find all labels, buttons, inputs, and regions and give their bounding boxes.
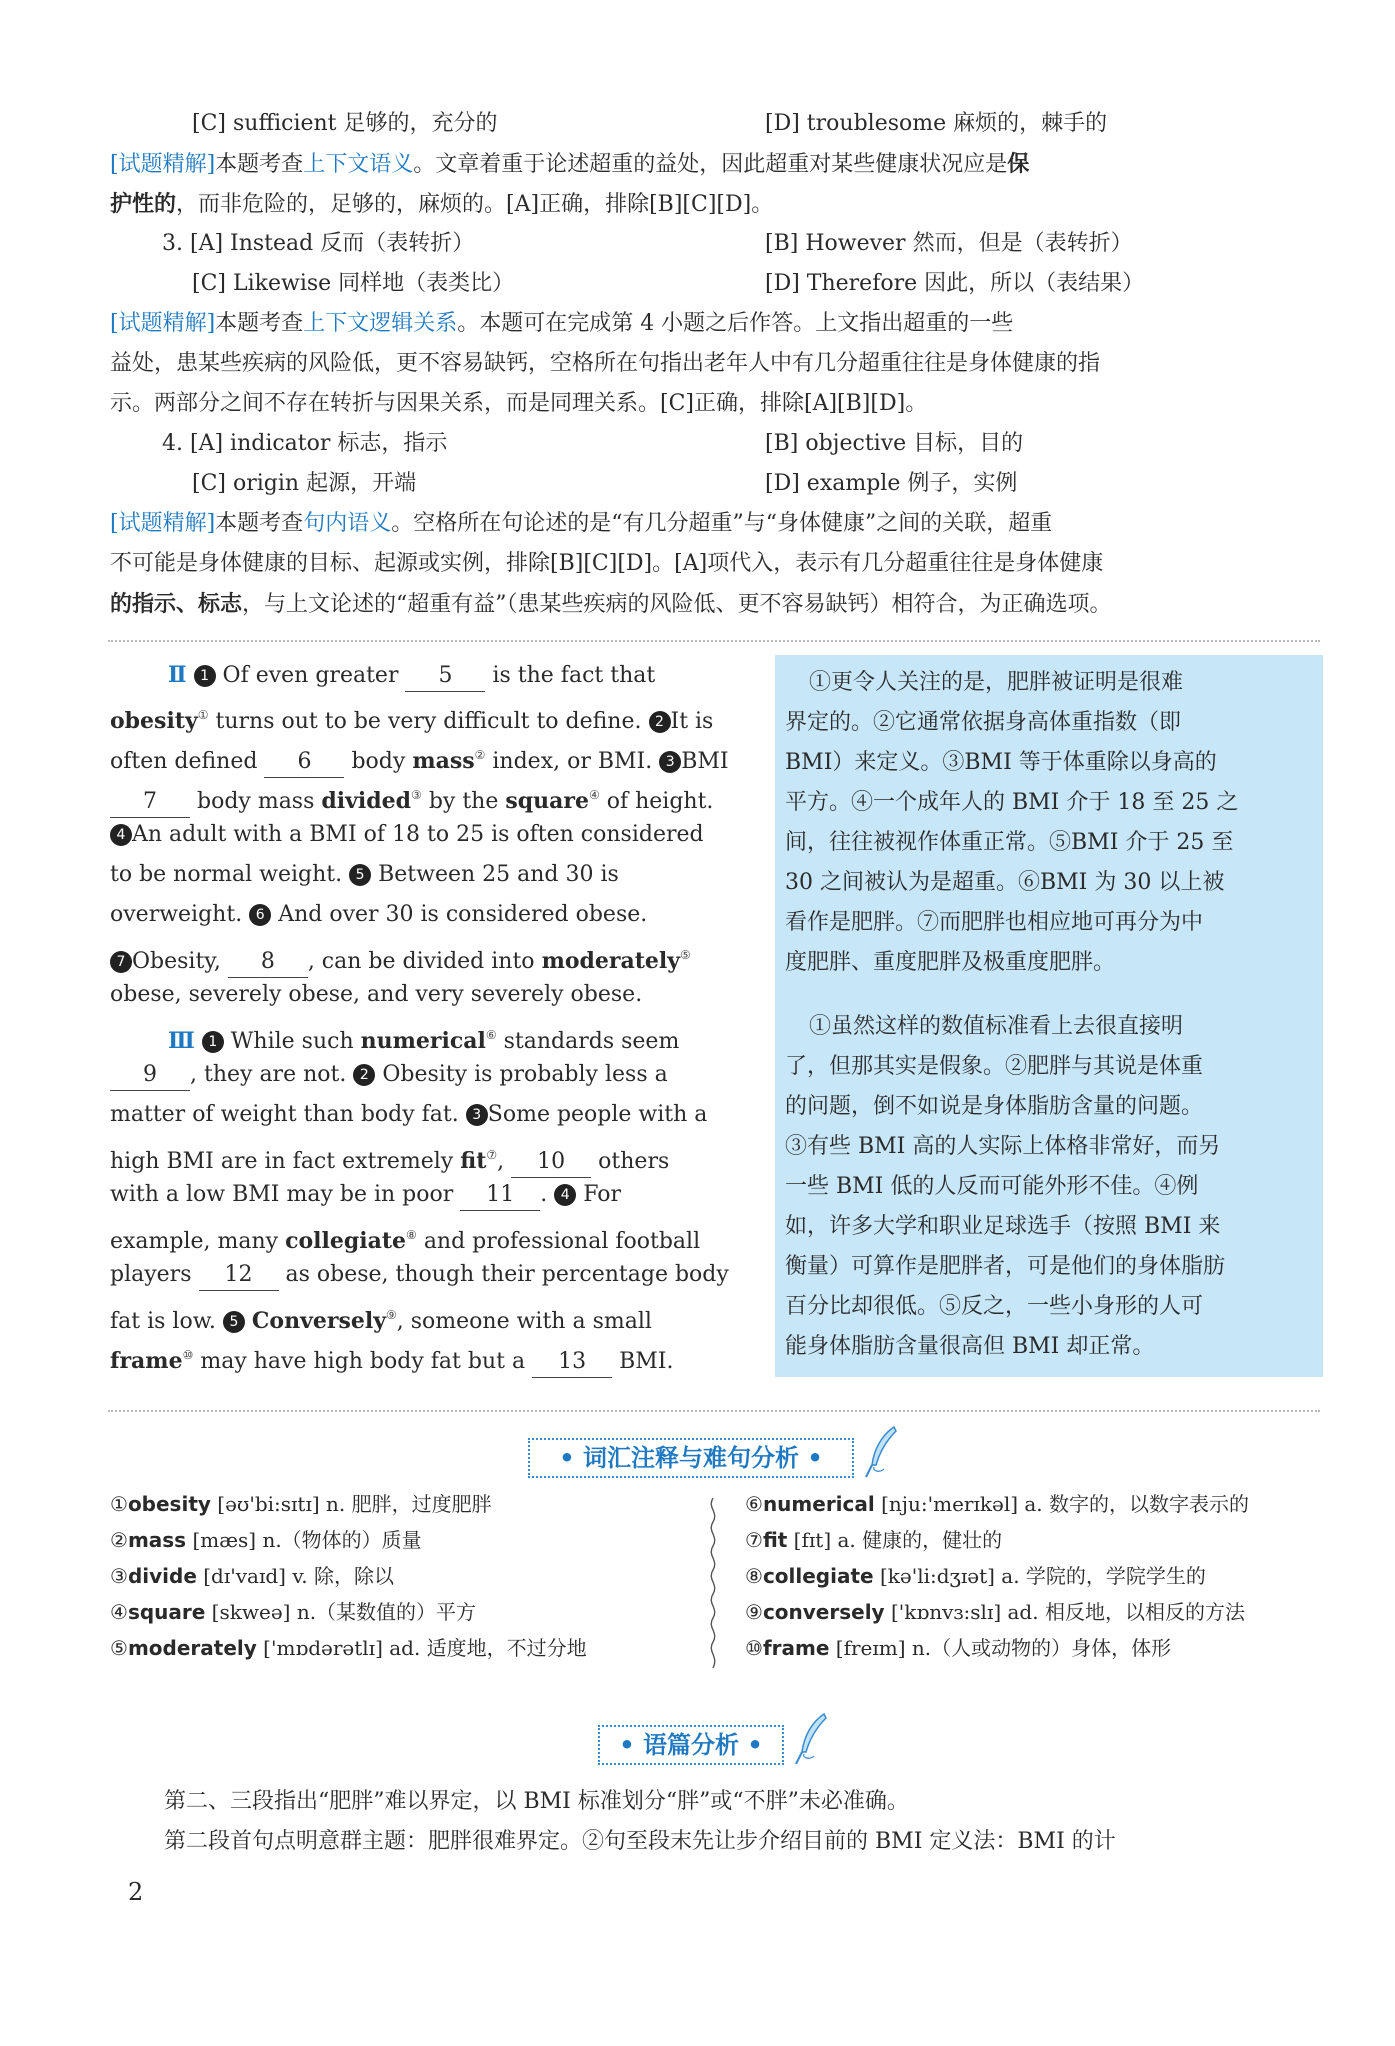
blank-10: 10 xyxy=(511,1147,591,1178)
discourse-line2: 第二段首句点明意群主题：肥胖很难界定。②句至段末先让步介绍目前的 BMI 定义法：BMI 的计 xyxy=(164,1829,1116,1854)
translation-line: 如，许多大学和职业足球选手（按照 BMI 来 xyxy=(785,1214,1221,1239)
passage-line: to be normal weight. 5 Between 25 and 30 is xyxy=(110,862,619,887)
blank-12: 12 xyxy=(199,1260,279,1291)
translation-line: 度肥胖、重度肥胖及极重度肥胖。 xyxy=(785,950,1116,975)
q4-explanation-line2: 不可能是身体健康的目标、起源或实例，排除[B][C][D]。[A]项代入，表示有几分超重往往是身体健康 xyxy=(110,551,1104,576)
passage-line: obesity① turns out to be very difficult to define. 2 It is xyxy=(110,708,714,734)
blank-9: 9 xyxy=(110,1060,190,1091)
q2-explanation-line2: 护性的，而非危险的，足够的，麻烦的。[A]正确，排除[B][C][D]。 xyxy=(110,191,774,217)
q4-option-b: [B] objective 目标，目的 xyxy=(765,431,1024,456)
passage-line: often defined 6 body mass② index, or BMI. 3 BMI xyxy=(110,735,750,782)
passage-line: Ⅲ 1 While such numerical⑥ standards seem xyxy=(168,1028,680,1054)
column-divider-squiggle xyxy=(705,1498,721,1668)
vocab-section-title: • 词汇注释与难句分析 • xyxy=(528,1438,854,1478)
q3-option-c: [C] Likewise 同样地（表类比） xyxy=(192,271,515,296)
q4-explanation-line1: [试题精解]本题考查句内语义。空格所在句论述的是“有几分超重”与“身体健康”之间的关联，超重 xyxy=(110,511,1053,536)
passage-line: example, many collegiate⑧ and professional football xyxy=(110,1228,701,1254)
translation-line: 衡量）可算作是肥胖者，可是他们的身体脂肪 xyxy=(785,1254,1226,1279)
q3-explanation-line1: [试题精解]本题考查上下文逻辑关系。本题可在完成第 4 小题之后作答。上文指出超重的一些 xyxy=(110,311,1014,336)
key-concept: 上下文语义 xyxy=(303,152,414,177)
vocab-item: ⑦fit [fɪt] a. 健康的，健壮的 xyxy=(745,1528,1003,1552)
quill-icon xyxy=(860,1425,900,1480)
translation-line: 界定的。②它通常依据身高体重指数（即 xyxy=(785,710,1182,735)
expl-tag: [试题精解] xyxy=(110,511,216,536)
passage-line: 9 , they are not. 2 Obesity is probably less a xyxy=(110,1055,750,1095)
vocab-item: ③divide [dɪ'vaɪd] v. 除，除以 xyxy=(110,1564,394,1588)
page-number: 2 xyxy=(128,1878,144,1906)
q3-option-d: [D] Therefore 因此，所以（表结果） xyxy=(765,271,1145,296)
q4-option-c: [C] origin 起源，开端 xyxy=(192,471,417,496)
passage-line: frame⑩ may have high body fat but a 13 BMI. xyxy=(110,1335,750,1382)
quill-icon xyxy=(790,1712,830,1767)
vocab-item: ④square [skweə] n.（某数值的）平方 xyxy=(110,1600,477,1624)
q2-explanation-line1: [试题精解]本题考查上下文语义。文章着重于论述超重的益处，因此超重对某些健康状况应是保 xyxy=(110,151,1030,177)
vocab-item: ②mass [mæs] n.（物体的）质量 xyxy=(110,1528,422,1552)
passage-line: with a low BMI may be in poor 11 . 4 For xyxy=(110,1175,750,1215)
passage-line: Ⅱ 1 Of even greater 5 is the fact that xyxy=(110,655,750,696)
passage-line: 7 body mass divided③ by the square④ of height. xyxy=(110,775,750,822)
q3-option-a: 3. [A] Instead 反而（表转折） xyxy=(162,231,475,256)
key-concept: 上下文逻辑关系 xyxy=(303,311,458,336)
blank-13: 13 xyxy=(532,1347,612,1378)
passage-line: 4 An adult with a BMI of 18 to 25 is often considered xyxy=(110,815,750,855)
blank-6: 6 xyxy=(264,747,344,778)
translation-line: 能身体脂肪含量很高但 BMI 却正常。 xyxy=(785,1334,1155,1359)
divider xyxy=(108,1410,1320,1412)
q2-option-c: [C] sufficient 足够的，充分的 xyxy=(192,111,498,136)
translation-line: 30 之间被认为是超重。⑥BMI 为 30 以上被 xyxy=(785,870,1225,895)
expl-tag: [试题精解] xyxy=(110,311,216,336)
passage-line: high BMI are in fact extremely fit⑦, 10 others xyxy=(110,1135,750,1182)
vocab-item: ⑤moderately ['mɒdərətlɪ] ad. 适度地，不过分地 xyxy=(110,1636,587,1660)
translation-line: ①虽然这样的数值标准看上去很直接明 xyxy=(809,1014,1184,1039)
translation-line: BMI）来定义。③BMI 等于体重除以身高的 xyxy=(785,750,1217,775)
discourse-section-title: • 语篇分析 • xyxy=(598,1725,784,1765)
blank-5: 5 xyxy=(405,661,485,692)
passage-line: overweight. 6 And over 30 is considered obese. xyxy=(110,902,648,927)
vocab-item: ⑧collegiate [kə'li:dʒɪət] a. 学院的，学院学生的 xyxy=(745,1564,1206,1588)
q3-option-b: [B] However 然而，但是（表转折） xyxy=(765,231,1133,256)
translation-line: 了，但那其实是假象。②肥胖与其说是体重 xyxy=(785,1054,1204,1079)
blank-7: 7 xyxy=(110,787,190,818)
q4-option-a: 4. [A] indicator 标志，指示 xyxy=(162,431,448,456)
translation-line: 平方。④一个成年人的 BMI 介于 18 至 25 之 xyxy=(785,790,1239,815)
translation-box xyxy=(775,655,1323,1377)
translation-line: 间，往往被视作体重正常。⑤BMI 介于 25 至 xyxy=(785,830,1234,855)
translation-line: 的问题，倒不如说是身体脂肪含量的问题。 xyxy=(785,1094,1204,1119)
passage-line: matter of weight than body fat. 3 Some people with a xyxy=(110,1102,708,1127)
vocab-item: ⑩frame [freɪm] n.（人或动物的）身体，体形 xyxy=(745,1636,1172,1660)
passage-line: 7 Obesity, 8 , can be divided into moderately⑤ xyxy=(110,935,750,982)
vocab-item: ⑨conversely ['kɒnvɜ:slɪ] ad. 相反地，以相反的方法 xyxy=(745,1600,1245,1624)
passage-line: obese, severely obese, and very severely obese. xyxy=(110,982,643,1007)
translation-line: 一些 BMI 低的人反而可能外形不佳。④例 xyxy=(785,1174,1199,1199)
blank-11: 11 xyxy=(460,1180,540,1211)
blank-8: 8 xyxy=(228,947,308,978)
vocab-item: ①obesity [əʊ'bi:sɪtɪ] n. 肥胖，过度肥胖 xyxy=(110,1492,492,1516)
q3-explanation-line3: 示。两部分之间不存在转折与因果关系，而是同理关系。[C]正确，排除[A][B][D]。 xyxy=(110,391,928,416)
vocab-item: ⑥numerical [nju:'merɪkəl] a. 数字的，以数字表示的 xyxy=(745,1492,1250,1516)
q4-option-d: [D] example 例子，实例 xyxy=(765,471,1018,496)
paragraph-number-2: Ⅱ xyxy=(168,662,187,688)
translation-line: ③有些 BMI 高的人实际上体格非常好，而另 xyxy=(785,1134,1221,1159)
translation-line: ①更令人关注的是，肥胖被证明是很难 xyxy=(809,670,1184,695)
passage-line: players 12 as obese, though their percentage body xyxy=(110,1255,750,1295)
key-concept: 句内语义 xyxy=(303,511,392,536)
translation-line: 看作是肥胖。⑦而肥胖也相应地可再分为中 xyxy=(785,910,1204,935)
q2-option-d: [D] troublesome 麻烦的，棘手的 xyxy=(765,111,1108,136)
paragraph-number-3: Ⅲ xyxy=(168,1028,195,1054)
q4-explanation-line3: 的指示、标志，与上文论述的“超重有益”（患某些疾病的风险低、更不容易缺钙）相符合，为正确选项。 xyxy=(110,591,1112,617)
translation-line: 百分比却很低。⑤反之，一些小身形的人可 xyxy=(785,1294,1204,1319)
passage-line: fat is low. 5 Conversely⑨, someone with a small xyxy=(110,1308,652,1334)
discourse-line1: 第二、三段指出“肥胖”难以界定，以 BMI 标准划分“胖”或“不胖”未必准确。 xyxy=(164,1789,909,1814)
expl-tag: [试题精解] xyxy=(110,152,216,177)
q3-explanation-line2: 益处，患某些疾病的风险低，更不容易缺钙，空格所在句指出老年人中有几分超重往往是身体健康的指 xyxy=(110,351,1101,376)
divider xyxy=(108,640,1320,642)
